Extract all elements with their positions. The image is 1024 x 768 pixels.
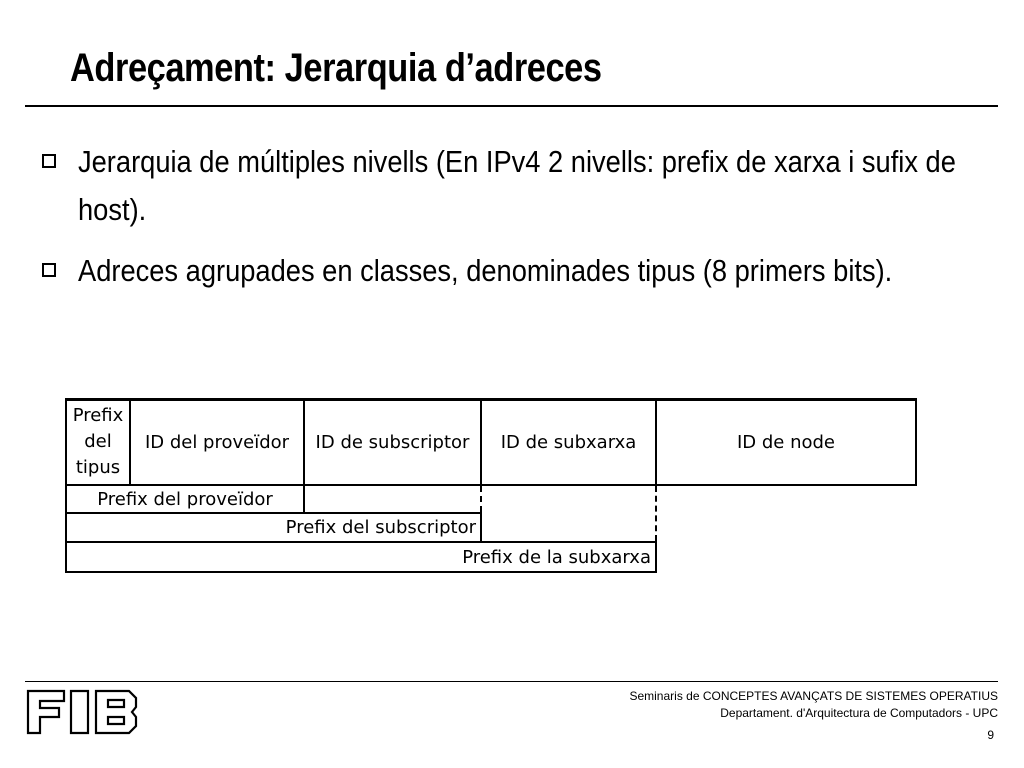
slide-title: Adreçament: Jerarquia d’adreces xyxy=(70,46,602,90)
prefix-label: Prefix del proveïdor xyxy=(97,488,273,510)
footer-credits xyxy=(629,688,998,722)
title-divider xyxy=(25,105,998,107)
header-subnet-id xyxy=(480,398,657,486)
square-bullet-icon xyxy=(42,263,56,277)
bullet-text: Adreces agrupades en classes, denominades tipus (8 primers bits). xyxy=(78,253,893,288)
header-label: ID de node xyxy=(736,431,836,453)
provider-prefix-bar xyxy=(65,484,305,514)
bullet-item xyxy=(42,247,962,295)
prefix-label: Prefix del subscriptor xyxy=(285,517,476,538)
provider-row-rest xyxy=(303,484,482,514)
bullet-list xyxy=(42,138,962,308)
header-label: ID de subxarxa xyxy=(500,431,637,453)
header-provider-id xyxy=(129,398,305,486)
square-bullet-icon xyxy=(42,154,56,168)
header-node-id xyxy=(655,398,917,486)
page-number: 9 xyxy=(987,728,994,742)
fib-logo-icon xyxy=(26,688,138,736)
header-type-line: Prefix xyxy=(72,405,124,426)
header-type-line: tipus xyxy=(75,457,121,478)
boundary-dashed-line xyxy=(655,486,657,541)
subscriber-prefix-bar xyxy=(65,512,482,543)
footer-divider xyxy=(25,681,998,682)
footer-line-department: Departament. d'Arquitectura de Computadors - UPC xyxy=(720,706,998,720)
footer-line-seminar: Seminaris de CONCEPTES AVANÇATS DE SISTEMES OPERATIUS xyxy=(629,689,998,703)
header-label: ID de subscriptor xyxy=(315,431,470,453)
prefix-label: Prefix de la subxarxa xyxy=(462,546,651,568)
header-type-line: del xyxy=(84,431,112,452)
header-type-prefix xyxy=(65,398,131,486)
bullet-item xyxy=(42,138,962,234)
bullet-text: Jerarquia de múltiples nivells (En IPv4 2 nivells: prefix de xarxa i sufix de host). xyxy=(78,144,956,227)
header-label: ID del proveïdor xyxy=(144,431,290,453)
header-subscriber-id xyxy=(303,398,482,486)
subnet-prefix-bar xyxy=(65,541,657,573)
